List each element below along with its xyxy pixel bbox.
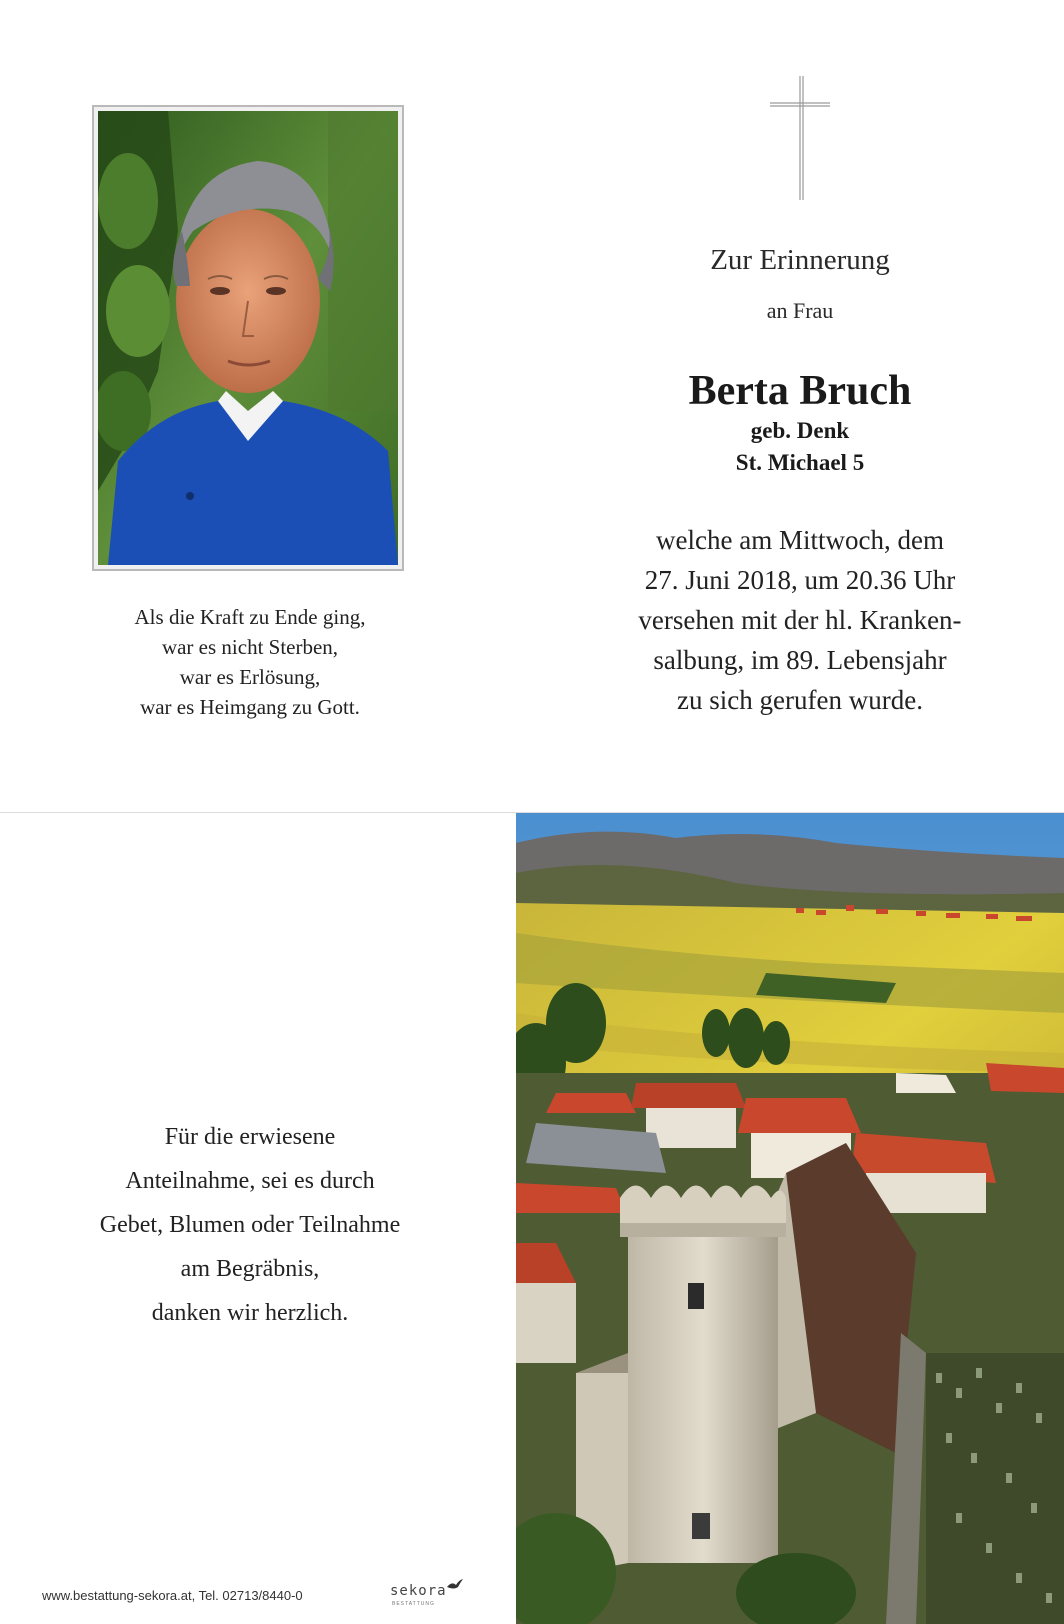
bird-icon xyxy=(446,1578,464,1592)
notice-line: salbung, im 89. Lebensjahr xyxy=(653,645,947,675)
portrait-panel xyxy=(0,0,540,812)
thanks-line: Gebet, Blumen oder Teilnahme xyxy=(99,1212,401,1238)
memory-heading: Zur Erinnerung xyxy=(710,244,890,276)
poem-line: war es Heimgang zu Gott. xyxy=(140,695,360,719)
poem-line: war es nicht Sterben, xyxy=(161,635,339,659)
poem-line: war es Erlösung, xyxy=(179,665,321,689)
cross-icon xyxy=(768,74,832,202)
portrait-frame xyxy=(92,105,404,571)
notice-line: zu sich gerufen wurde. xyxy=(677,685,923,715)
thanks-line: am Begräbnis, xyxy=(180,1256,320,1282)
thanks-line: Anteilnahme, sei es durch xyxy=(125,1168,375,1194)
address: St. Michael 5 xyxy=(735,450,865,475)
footer-contact: www.bestattung-sekora.at, Tel. 02713/8440-0 xyxy=(42,1588,303,1603)
death-notice xyxy=(580,520,1020,720)
poem-line: Als die Kraft zu Ende ging, xyxy=(134,605,366,629)
deceased-name: Berta Bruch xyxy=(688,368,912,414)
memory-subheading: an Frau xyxy=(766,298,834,323)
thanks-line: danken wir herzlich. xyxy=(151,1300,349,1326)
brand-logo-text: sekora xyxy=(390,1583,447,1599)
thanks-message xyxy=(40,1115,460,1335)
portrait-photo xyxy=(98,111,398,565)
thanks-line: Für die erwiesene xyxy=(164,1124,336,1150)
notice-line: welche am Mittwoch, dem xyxy=(656,525,944,555)
notice-line: 27. Juni 2018, um 20.36 Uhr xyxy=(644,565,956,595)
birth-name: geb. Denk xyxy=(750,418,850,443)
notice-line: versehen mit der hl. Kranken- xyxy=(638,605,962,635)
landscape-photo xyxy=(516,813,1064,1624)
poem xyxy=(40,602,460,722)
brand-logo-subtext: BESTATTUNG xyxy=(392,1601,435,1607)
